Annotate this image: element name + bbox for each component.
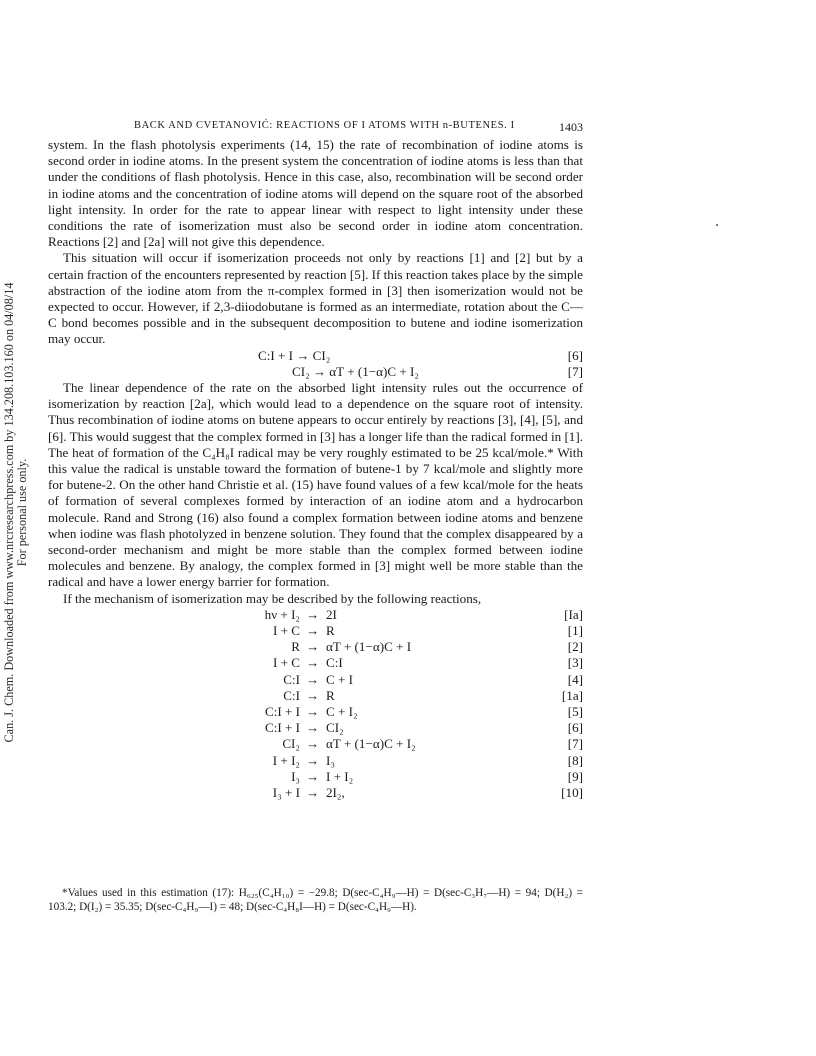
footnote	[48, 887, 583, 914]
reaction-number: [6]	[567, 720, 583, 736]
reaction-number: [10]	[561, 784, 583, 800]
paragraph: If the mechanism of isomerization may be described by the following reactions,	[63, 590, 482, 606]
reaction-number: [1a]	[561, 687, 583, 703]
reaction-products: C + I	[326, 671, 354, 687]
watermark-text	[3, 250, 29, 775]
reaction-reactants: I₃ + I	[272, 784, 300, 800]
reaction-reactants: R	[291, 639, 300, 655]
reaction-reactants: hν + I₂	[264, 606, 300, 622]
reaction-number: [8]	[567, 752, 583, 768]
reaction-arrow: →	[306, 784, 320, 800]
reaction-arrow: →	[306, 752, 320, 768]
equation-row	[48, 348, 583, 364]
reaction-row	[48, 607, 583, 623]
reaction-products: C + I₂	[326, 703, 358, 719]
equation: CI₂ → αT + (1−α)C + I₂	[292, 363, 419, 379]
download-watermark	[3, 250, 41, 775]
reaction-row	[48, 704, 583, 720]
reaction-row	[48, 753, 583, 769]
reaction-products: I₃	[326, 752, 335, 768]
reaction-row	[48, 655, 583, 671]
reaction-reactants: I₃	[291, 768, 300, 784]
reaction-products: 2I₂,	[326, 784, 345, 800]
reaction-number: [1]	[567, 623, 583, 639]
reaction-arrow: →	[306, 623, 320, 639]
reaction-number: [3]	[567, 655, 583, 671]
reaction-products: R	[326, 623, 335, 639]
reaction-arrow: →	[306, 720, 320, 736]
reaction-row	[48, 623, 583, 639]
reaction-number: [5]	[567, 703, 583, 719]
reaction-number: [7]	[567, 736, 583, 752]
reaction-products: I + I₂	[326, 768, 354, 784]
reaction-row	[48, 736, 583, 752]
article-body	[48, 137, 583, 801]
reaction-row	[48, 688, 583, 704]
reaction-row	[48, 639, 583, 655]
equation-number: [6]	[567, 347, 583, 363]
reaction-products: R	[326, 687, 335, 703]
reaction-products: C:I	[326, 655, 343, 671]
reaction-number: [4]	[567, 671, 583, 687]
scan-speck	[716, 224, 718, 226]
paragraph: system. In the flash photolysis experiments (14, 15) the rate of recombination of iodine atoms is second order in iodine atoms. In the present system the concentration of iodine atoms is less than that under the conditions of flash photolysis. Hence in this case, also, recombination will be second order in iodine atoms and the concentration of iodine atoms will depend on the square root of the absorbed light intensity. In order for the rate to appear linear with respect to light intensity under these conditions the rate of isomerization must also be second order in iodine atom concentration. Reactions [2] and [2a] will not give this dependence.	[48, 137, 583, 250]
reaction-number: [9]	[567, 768, 583, 784]
reaction-reactants: C:I	[283, 671, 300, 687]
reaction-arrow: →	[306, 768, 320, 784]
reaction-arrow: →	[306, 736, 320, 752]
reaction-row	[48, 785, 583, 801]
equation-block	[48, 348, 583, 380]
reaction-arrow: →	[306, 703, 320, 719]
reaction-reactants: I + C	[272, 623, 300, 639]
reaction-products: 2I	[326, 606, 337, 622]
mechanism-list	[48, 607, 583, 801]
footnote-text: *Values used in this estimation (17): H₆₂₅(C₄H₁₀) = −29.8; D(sec-C₄H₉—H) = D(sec-C₃H₇—H) = 94; D(H₂) = 103.2; D(I₂) = 35.35; D(sec-C₄H₉—I) = 48; D(sec-C₄H₈I—H) = D(sec-C₄H₉—H).	[48, 887, 583, 913]
reaction-arrow: →	[306, 687, 320, 703]
reaction-row	[48, 672, 583, 688]
reaction-products: αT + (1−α)C + I	[326, 639, 412, 655]
reaction-reactants: C:I	[283, 687, 300, 703]
reaction-row	[48, 769, 583, 785]
watermark-line: Can. J. Chem. Downloaded from www.nrcresearchpress.com by 134.208.103.160 on 04/08/14	[2, 282, 16, 743]
equation: C:I + I → CI₂	[258, 347, 331, 363]
reaction-reactants: I + C	[272, 655, 300, 671]
reaction-number: [2]	[567, 639, 583, 655]
reaction-reactants: I + I₂	[272, 752, 300, 768]
reaction-reactants: C:I + I	[264, 703, 300, 719]
reaction-arrow: →	[306, 655, 320, 671]
reaction-arrow: →	[306, 606, 320, 622]
running-head-title: BACK AND CVETANOVIĆ: REACTIONS OF I ATOMS WITH n-BUTENES. I	[134, 120, 515, 131]
reaction-arrow: →	[306, 639, 320, 655]
paragraph: This situation will occur if isomerization proceeds not only by reactions [1] and [2] but by a certain fraction of the encounters represented by reaction [5]. If this reaction takes place by the simple abstraction of the iodine atom from the π-complex formed in [3] then isomerization would not be expected to occur. However, if 2,3-diiodobutane is formed as an intermediate, rotation about the C—C bond becomes possible and in the subsequent decomposition to butene and iodine isomerization may occur.	[48, 250, 583, 347]
reaction-products: CI₂	[326, 720, 344, 736]
equation-number: [7]	[567, 363, 583, 379]
reaction-reactants: CI₂	[282, 736, 300, 752]
page-number: 1403	[559, 120, 583, 134]
equation-row	[48, 364, 583, 380]
reaction-row	[48, 720, 583, 736]
reaction-reactants: C:I + I	[264, 720, 300, 736]
watermark-line: For personal use only.	[15, 458, 29, 567]
reaction-arrow: →	[306, 671, 320, 687]
paragraph: The linear dependence of the rate on the absorbed light intensity rules out the occurrence of isomerization by reaction [2a], which would lead to a dependence on the square root of intensity. Thus recombination of iodine atoms on butene appears to occur entirely by reactions [3], [4], [5], and [6]. This would suggest that the complex formed in [3] has a longer life than the radical formed in [1]. The heat of formation of the C₄H₈I radical may be very roughly estimated to be 25 kcal/mole.* With this value the radical is unstable toward the formation of butene-1 by 7 kcal/mole and slightly more for butene-2. On the other hand Christie et al. (15) have found values of a few kcal/mole for the heats of formation of several complexes formed by interaction of an iodine atom and a hydrocarbon molecule. Rand and Strong (16) also found a complex formation between iodine atoms and benzene when iodine was flash photolyzed in benzene solution. They found that the complex disappeared by a second-order mechanism and might be more stable than the complex formed between iodine molecules and benzene. By analogy, the complex formed in [3] might well be more stable than the radical and have a lower energy barrier for formation.	[48, 380, 583, 590]
reaction-number: [Ia]	[564, 606, 583, 622]
reaction-products: αT + (1−α)C + I₂	[326, 736, 416, 752]
